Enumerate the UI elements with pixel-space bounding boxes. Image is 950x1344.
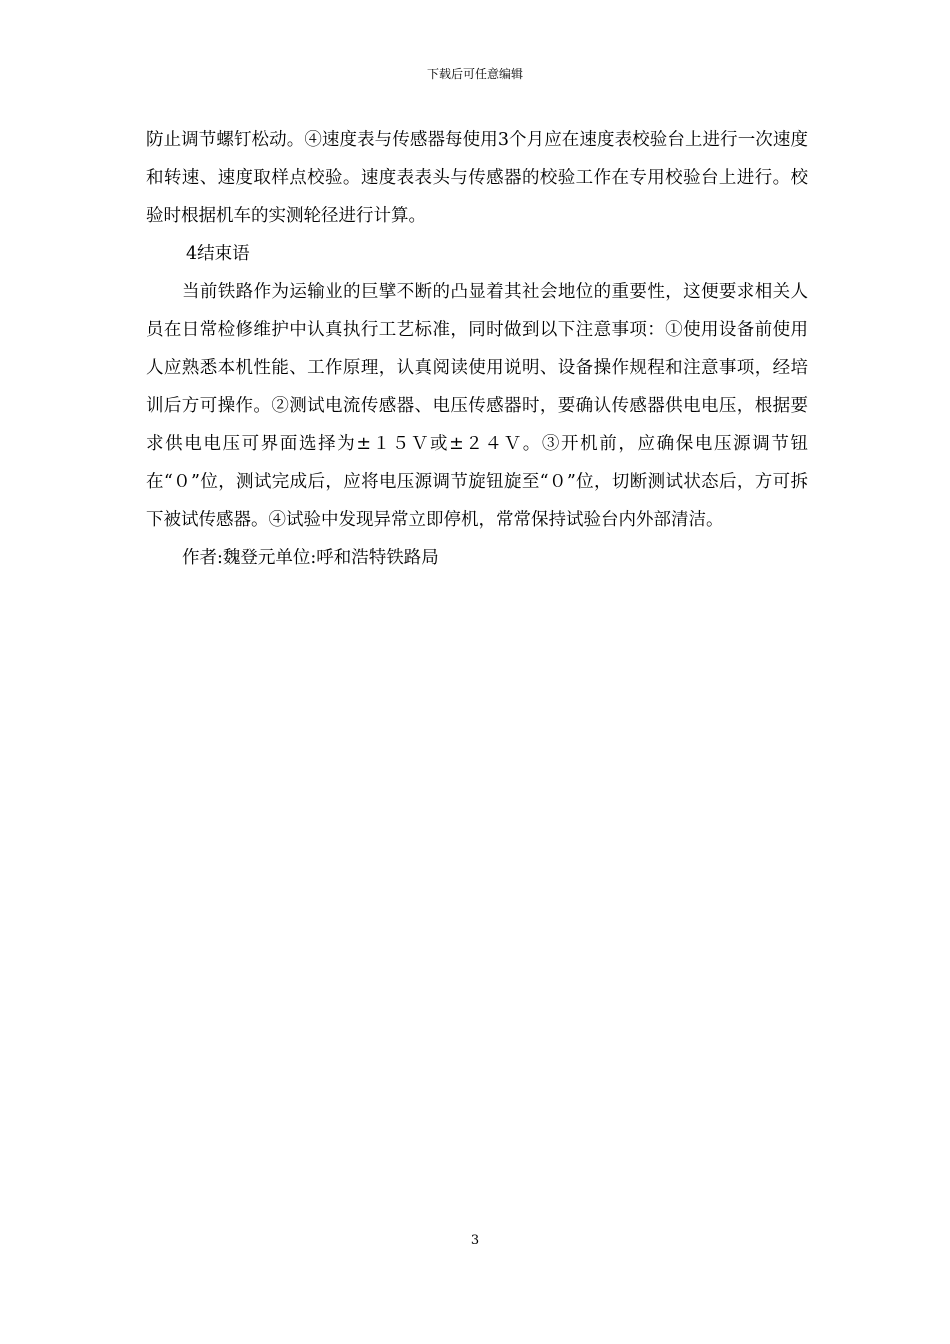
page-number: 3 [470,1233,480,1248]
document-body [146,121,808,577]
paragraph-continuation: 防止调节螺钉松动。④速度表与传感器每使用3个月应在速度表校验台上进行一次速度和转速、速度取样点校验。速度表表头与传感器的校验工作在专用校验台上进行。校验时根据机车的实测轮径进行计算。 [146,130,808,226]
page-header: 下载后可任意编辑 [426,67,523,81]
section-heading: 4结束语 [186,244,250,264]
author-line: 作者:魏登元单位:呼和浩特铁路局 [182,548,439,568]
paragraph-conclusion: 当前铁路作为运输业的巨擘不断的凸显着其社会地位的重要性，这便要求相关人员在日常检修维护中认真执行工艺标准，同时做到以下注意事项：①使用设备前使用人应熟悉本机性能、工作原理，认真阅读使用说明、设备操作规程和注意事项，经培训后方可操作。②测试电流传感器、电压传感器时，要确认传感器供电电压，根据要求供电电压可界面选择为±１５Ｖ或±２４Ｖ。③开机前，应确保电压源调节钮在“０”位，测试完成后，应将电压源调节旋钮旋至“０”位，切断测试状态后，方可拆下被试传感器。④试验中发现异常立即停机，常常保持试验台内外部清洁。 [146,282,808,530]
